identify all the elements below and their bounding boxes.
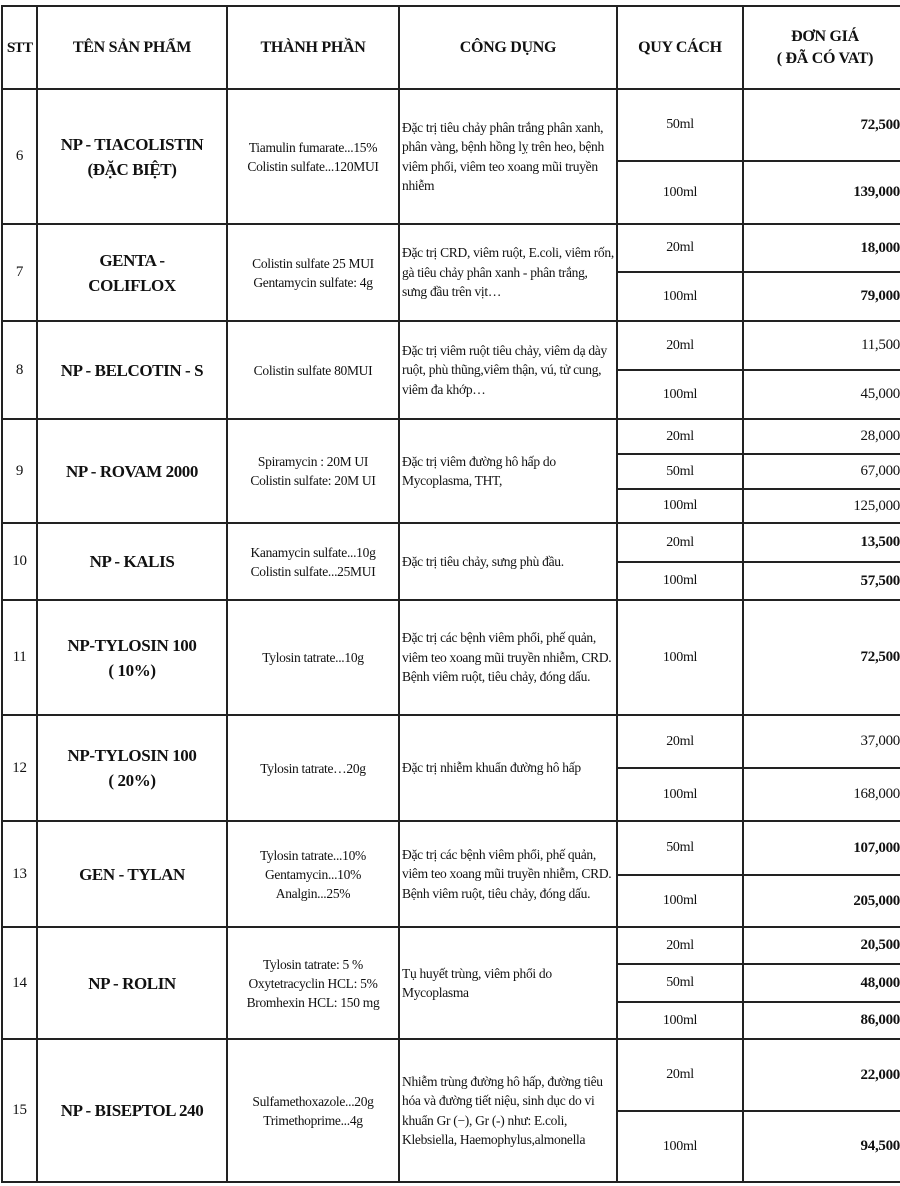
variant-size: 100ml: [617, 370, 743, 419]
product-stt: 14: [2, 927, 37, 1039]
product-name: [37, 715, 227, 821]
composition-line: Spiramycin : 20M UI: [257, 454, 369, 469]
variant-size: 100ml: [617, 272, 743, 321]
price-table-container: [1, 5, 900, 1183]
product-stt: 7: [2, 224, 37, 321]
variant-size: 20ml: [617, 523, 743, 562]
table-row: [2, 224, 900, 272]
product-stt: 13: [2, 821, 37, 927]
composition-line: Gentamycin sulfate: 4g: [253, 274, 373, 290]
product-name: [37, 321, 227, 419]
variant-size: 50ml: [617, 454, 743, 489]
composition-line: Tylosin tatrate...10%: [260, 847, 366, 863]
variant-size: 20ml: [617, 224, 743, 272]
header-price-line1: ĐƠN GIÁ: [791, 27, 859, 45]
product-name-line: NP - KALIS: [89, 552, 175, 571]
variant-price: 18,000: [743, 224, 900, 272]
product-composition: [227, 321, 399, 419]
variant-size: 100ml: [617, 489, 743, 523]
table-row: [2, 600, 900, 715]
product-stt: 11: [2, 600, 37, 715]
composition-line: Oxytetracyclin HCL: 5%: [248, 975, 378, 991]
table-row: [2, 927, 900, 964]
header-composition: THÀNH PHẦN: [227, 6, 399, 89]
product-usage: Tụ huyết trùng, viêm phổi do Mycoplasma: [399, 927, 617, 1039]
composition-line: Analgin...25%: [275, 885, 351, 901]
variant-size: 100ml: [617, 600, 743, 715]
product-usage: Đặc trị tiêu chảy, sưng phù đầu.: [399, 523, 617, 600]
product-stt: 15: [2, 1039, 37, 1182]
product-composition: [227, 89, 399, 224]
variant-price: 72,500: [743, 600, 900, 715]
product-name-line: NP-TYLOSIN 100: [67, 635, 197, 655]
variant-size: 20ml: [617, 927, 743, 964]
header-price: [743, 6, 900, 89]
product-usage: Đặc trị nhiễm khuẩn đường hô hấp: [399, 715, 617, 821]
variant-price: 28,000: [743, 419, 900, 454]
product-name-line: NP - TIACOLISTIN: [60, 134, 204, 154]
composition-line: Tylosin tatrate...10g: [262, 650, 364, 665]
product-usage: Đặc trị viêm ruột tiêu chảy, viêm dạ dày ruột, phù thũng,viêm thận, vú, tử cung, viêm đa khớp…: [399, 321, 617, 419]
variant-size: 20ml: [617, 419, 743, 454]
variant-size: 100ml: [617, 562, 743, 600]
variant-size: 20ml: [617, 1039, 743, 1111]
variant-size: 50ml: [617, 964, 743, 1002]
variant-price: 48,000: [743, 964, 900, 1002]
composition-line: Colistin sulfate 25 MUI: [252, 255, 374, 271]
product-name: [37, 600, 227, 715]
variant-price: 20,500: [743, 927, 900, 964]
product-name: [37, 224, 227, 321]
product-usage: Đặc trị tiêu chảy phân trắng phân xanh, phân vàng, bệnh hồng lỵ trên heo, bệnh viêm phổi, viêm teo xoang mũi truyền nhiễm: [399, 89, 617, 224]
variant-size: 100ml: [617, 161, 743, 224]
product-name: [37, 419, 227, 523]
variant-price: 86,000: [743, 1002, 900, 1039]
table-row: [2, 523, 900, 562]
table-header-row: [2, 6, 900, 89]
product-composition: [227, 419, 399, 523]
product-stt: 10: [2, 523, 37, 600]
product-composition: [227, 821, 399, 927]
variant-size: 100ml: [617, 875, 743, 927]
variant-price: 107,000: [743, 821, 900, 875]
product-composition: [227, 1039, 399, 1182]
composition-line: Tylosin tatrate: 5 %: [263, 956, 363, 972]
product-stt: 8: [2, 321, 37, 419]
table-row: [2, 715, 900, 768]
composition-line: Colistin sulfate: 20M UI: [250, 473, 376, 488]
variant-price: 11,500: [743, 321, 900, 370]
variant-price: 45,000: [743, 370, 900, 419]
product-name: [37, 523, 227, 600]
table-row: [2, 321, 900, 370]
product-usage: Nhiễm trùng đường hô hấp, đường tiêu hóa và đường tiết niệu, sinh dục do vi khuẩn Gr (−), Gr (-) như: E.coli, Klebsiella, Haemophylus,almonella: [399, 1039, 617, 1182]
product-name-line: GENTA -: [99, 250, 165, 270]
product-name: [37, 1039, 227, 1182]
header-price-line2: ( ĐÃ CÓ VAT): [776, 49, 874, 67]
product-name-line: (ĐẶC BIỆT): [87, 159, 177, 179]
product-name-line: GEN - TYLAN: [79, 864, 185, 884]
product-name-line: ( 10%): [108, 660, 156, 680]
product-name-line: COLIFLOX: [88, 275, 176, 295]
variant-price: 94,500: [743, 1111, 900, 1182]
product-stt: 6: [2, 89, 37, 224]
composition-line: Tiamulin fumarate...15%: [248, 139, 378, 155]
product-usage: Đặc trị CRD, viêm ruột, E.coli, viêm rốn, gà tiêu chảy phân xanh - phân trắng, sưng đầu trên vịt…: [399, 224, 617, 321]
header-packaging: QUY CÁCH: [617, 6, 743, 89]
variant-size: 100ml: [617, 1111, 743, 1182]
product-composition: [227, 715, 399, 821]
variant-price: 57,500: [743, 562, 900, 600]
variant-price: 168,000: [743, 768, 900, 821]
header-stt: STT: [2, 6, 37, 89]
product-name-line: NP - ROVAM 2000: [65, 461, 199, 481]
product-composition: [227, 224, 399, 321]
table-body: [2, 89, 900, 1182]
product-stt: 12: [2, 715, 37, 821]
table-row: [2, 821, 900, 875]
table-row: [2, 419, 900, 454]
header-usage: CÔNG DỤNG: [399, 6, 617, 89]
header-product-name: TÊN SẢN PHẨM: [37, 6, 227, 89]
composition-line: Sulfamethoxazole...20g: [252, 1093, 374, 1109]
composition-line: Trimethoprime...4g: [263, 1112, 363, 1128]
variant-price: 72,500: [743, 89, 900, 161]
composition-line: Kanamycin sulfate...10g: [250, 544, 376, 560]
composition-line: Tylosin tatrate…20g: [260, 760, 366, 776]
variant-size: 50ml: [617, 821, 743, 875]
product-name-line: NP - ROLIN: [88, 973, 176, 993]
product-composition: [227, 927, 399, 1039]
table-row: [2, 89, 900, 161]
composition-line: Colistin sulfate...25MUI: [250, 563, 376, 579]
product-name-line: ( 20%): [108, 771, 156, 790]
composition-line: Colistin sulfate...120MUI: [247, 158, 379, 174]
product-composition: [227, 600, 399, 715]
product-name-line: NP - BELCOTIN - S: [60, 360, 204, 380]
variant-size: 50ml: [617, 89, 743, 161]
variant-price: 79,000: [743, 272, 900, 321]
product-stt: 9: [2, 419, 37, 523]
product-name-line: NP-TYLOSIN 100: [67, 746, 197, 765]
variant-price: 13,500: [743, 523, 900, 562]
product-composition: [227, 523, 399, 600]
composition-line: Colistin sulfate 80MUI: [253, 362, 373, 378]
product-name: [37, 821, 227, 927]
table-row: [2, 1039, 900, 1111]
product-name: [37, 89, 227, 224]
product-name: [37, 927, 227, 1039]
variant-size: 100ml: [617, 768, 743, 821]
variant-price: 67,000: [743, 454, 900, 489]
variant-size: 20ml: [617, 321, 743, 370]
variant-price: 37,000: [743, 715, 900, 768]
variant-price: 125,000: [743, 489, 900, 523]
variant-price: 205,000: [743, 875, 900, 927]
product-name-line: NP - BISEPTOL 240: [60, 1101, 204, 1120]
product-usage: Đặc trị viêm đường hô hấp do Mycoplasma, THT,: [399, 419, 617, 523]
product-usage: Đặc trị các bệnh viêm phổi, phế quản, viêm teo xoang mũi truyền nhiễm, CRD. Bệnh viêm ruột, tiêu chảy, đóng dấu.: [399, 600, 617, 715]
product-usage: Đặc trị các bệnh viêm phổi, phế quản, viêm teo xoang mũi truyền nhiễm, CRD. Bệnh viêm ruột, tiêu chảy, đóng dấu.: [399, 821, 617, 927]
variant-price: 139,000: [743, 161, 900, 224]
composition-line: Bromhexin HCL: 150 mg: [246, 994, 380, 1010]
product-price-table: [1, 5, 900, 1183]
composition-line: Gentamycin...10%: [264, 866, 362, 882]
variant-size: 20ml: [617, 715, 743, 768]
variant-size: 100ml: [617, 1002, 743, 1039]
variant-price: 22,000: [743, 1039, 900, 1111]
